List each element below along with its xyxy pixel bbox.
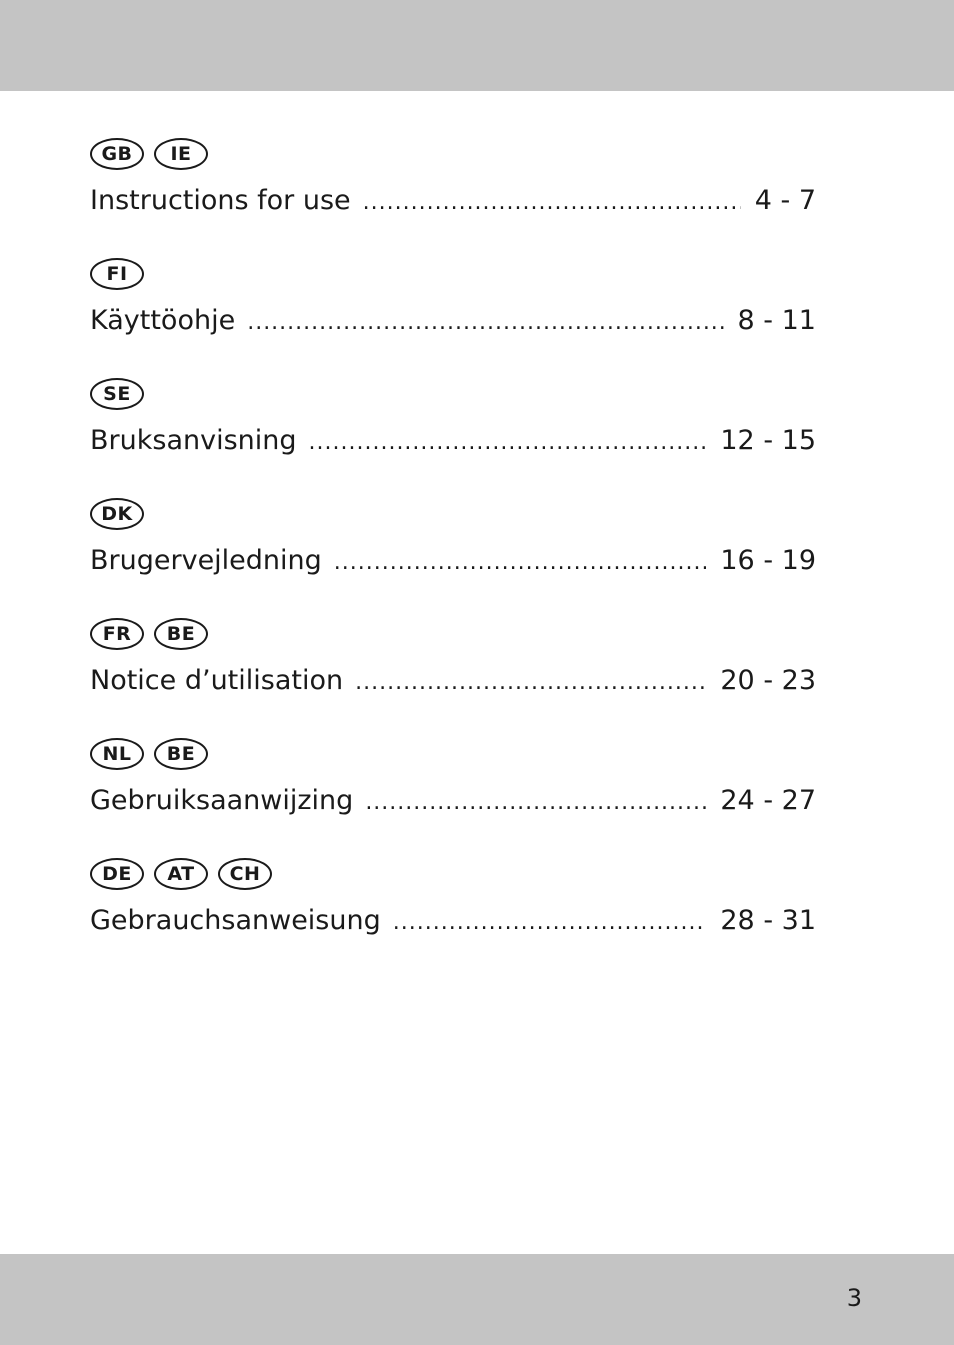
toc-entry-pages: 28 - 31	[720, 905, 816, 936]
toc-entry-title: Käyttöohje	[90, 305, 236, 336]
country-badges	[90, 256, 816, 292]
toc-entry[interactable]	[90, 184, 816, 220]
toc-entry[interactable]	[90, 424, 816, 460]
table-of-contents	[90, 136, 816, 976]
toc-entry-title: Gebrauchsanweisung	[90, 905, 381, 936]
country-badge-se: SE	[90, 378, 144, 410]
toc-entry[interactable]	[90, 784, 816, 820]
country-badge-nl: NL	[90, 738, 144, 770]
country-badge-gb: GB	[90, 138, 144, 170]
country-badge-fi: FI	[90, 258, 144, 290]
toc-entry-title: Instructions for use	[90, 185, 351, 216]
toc-section-en	[90, 136, 816, 256]
country-badges	[90, 616, 816, 652]
toc-section-se	[90, 376, 816, 496]
dot-leader	[247, 306, 723, 340]
country-badge-be: BE	[154, 738, 208, 770]
header-bar	[0, 0, 954, 91]
country-badge-ie: IE	[154, 138, 208, 170]
toc-section-nl	[90, 736, 816, 856]
country-badge-de: DE	[90, 858, 144, 890]
country-badges	[90, 376, 816, 412]
country-badge-at: AT	[154, 858, 208, 890]
country-badge-fr: FR	[90, 618, 144, 650]
dot-leader	[393, 906, 707, 940]
toc-entry-title: Bruksanvisning	[90, 425, 297, 456]
toc-entry-title: Gebruiksaanwijzing	[90, 785, 354, 816]
toc-section-de	[90, 856, 816, 976]
country-badges	[90, 736, 816, 772]
dot-leader	[334, 546, 707, 580]
toc-entry-title: Brugervejledning	[90, 545, 322, 576]
toc-entry-pages: 16 - 19	[720, 545, 816, 576]
footer-bar	[0, 1254, 954, 1345]
toc-entry[interactable]	[90, 664, 816, 700]
toc-entry-pages: 24 - 27	[720, 785, 816, 816]
toc-entry[interactable]	[90, 544, 816, 580]
toc-entry-pages: 4 - 7	[754, 185, 816, 216]
toc-entry-pages: 20 - 23	[720, 665, 816, 696]
country-badges	[90, 496, 816, 532]
dot-leader	[355, 666, 706, 700]
toc-entry-pages: 8 - 11	[737, 305, 816, 336]
dot-leader	[309, 426, 707, 460]
country-badge-dk: DK	[90, 498, 144, 530]
country-badge-be: BE	[154, 618, 208, 650]
toc-entry[interactable]	[90, 904, 816, 940]
dot-leader	[363, 186, 741, 220]
toc-section-dk	[90, 496, 816, 616]
dot-leader	[365, 786, 706, 820]
toc-section-fi	[90, 256, 816, 376]
toc-entry[interactable]	[90, 304, 816, 340]
country-badges	[90, 856, 816, 892]
toc-section-fr	[90, 616, 816, 736]
page-number: 3	[846, 1284, 862, 1312]
toc-entry-pages: 12 - 15	[720, 425, 816, 456]
country-badges	[90, 136, 816, 172]
toc-entry-title: Notice d’utilisation	[90, 665, 344, 696]
country-badge-ch: CH	[218, 858, 272, 890]
